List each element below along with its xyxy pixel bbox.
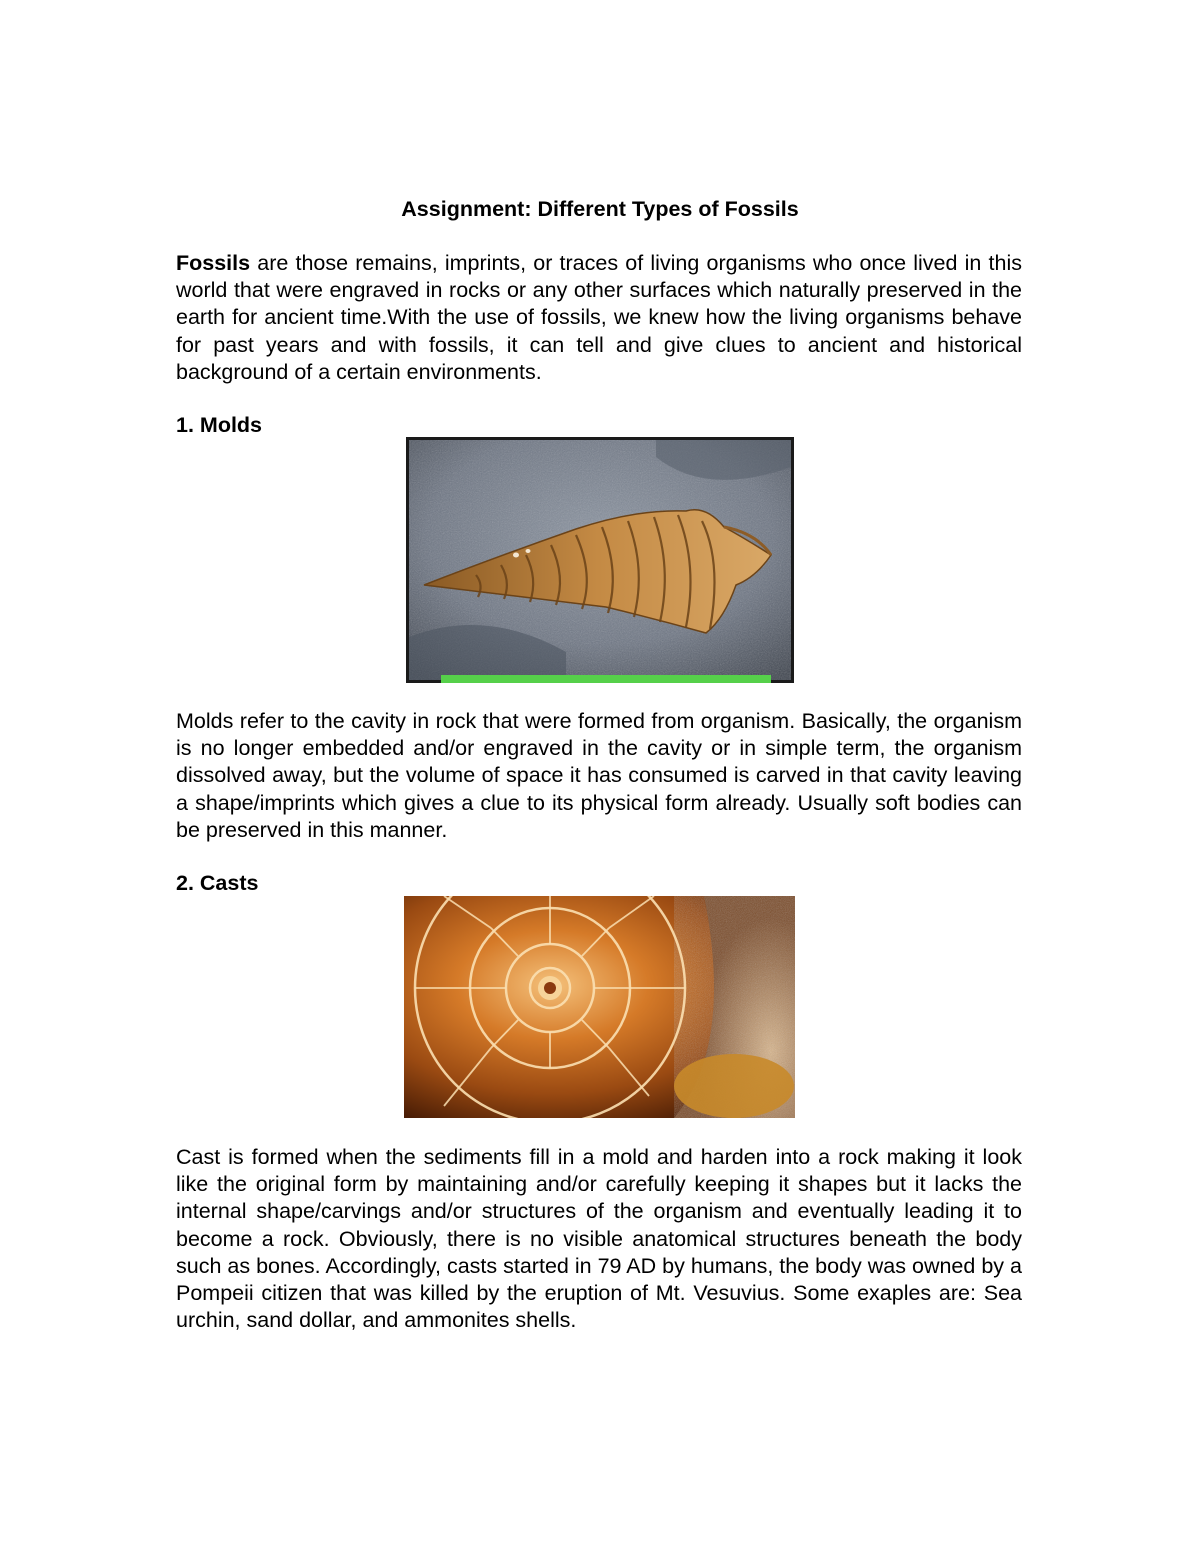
section-heading-casts: 2. Casts bbox=[176, 871, 259, 895]
page-title: Assignment: Different Types of Fossils bbox=[401, 197, 799, 221]
intro-text: are those remains, imprints, or traces of living organisms who once lived in this world that were engraved in rocks or any other surfaces which naturally preserved in the earth for ancient time.With the use of fossils, we knew how the living organisms behave for past years and with fossils, it can tell and give clues to ancient and historical background of a certain environments. bbox=[176, 251, 1022, 384]
ammonite-cast-photo bbox=[404, 896, 795, 1118]
section-heading-molds: 1. Molds bbox=[176, 413, 263, 437]
casts-paragraph: Cast is formed when the sediments fill in a mold and harden into a rock making it look like the original form by maintaining and/or carefully keeping it shapes but it lacks the internal shape/carvings and/or structures of the organism and eventually leading it to become a rock. Obviously, there is no visible anatomical structures beneath the body such as bones. Accordingly, casts started in 79 AD by humans, the body was owned by a Pompeii citizen that was killed by the eruption of Mt. Vesuvius. Some exaples are: Sea urchin, sand dollar, and ammonites shells. bbox=[176, 1145, 1022, 1333]
intro-paragraph bbox=[176, 250, 1022, 386]
molds-paragraph: Molds refer to the cavity in rock that were formed from organism. Basically, the organism is no longer embedded and/or engraved in the cavity or in simple term, the organism dissolved away, but the volume of space it has consumed is carved in that cavity leaving a shape/imprints which gives a clue to its physical form already. Usually soft bodies can be preserved in this manner. bbox=[176, 709, 1022, 842]
mold-fossil-photo bbox=[406, 437, 794, 683]
intro-lead-term: Fossils bbox=[176, 251, 251, 275]
